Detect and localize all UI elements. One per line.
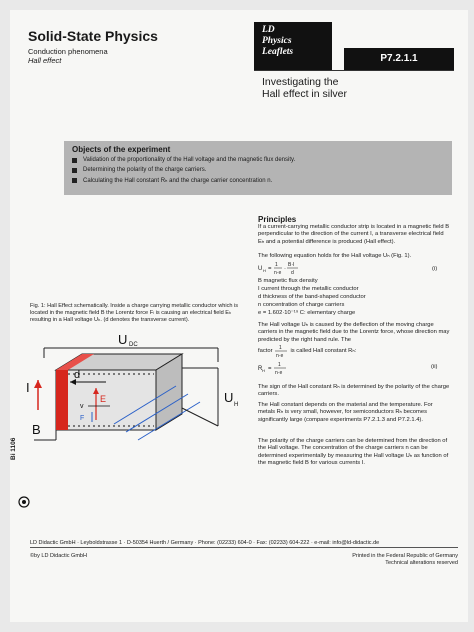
side-catalogue-code: Bi 1106 xyxy=(10,437,17,460)
svg-text:1: 1 xyxy=(278,345,282,351)
principles-para5: The Hall constant depends on the material and the temperature. For metals Rₕ is very small, however, for semiconductors Rₕ becomes significantly large (compare experiments P7.2.1.3 and P7.2.1.4). xyxy=(258,402,433,423)
ld-logo-line3: Leaflets xyxy=(262,47,294,57)
svg-text:H: H xyxy=(263,268,266,273)
page-title: Solid-State Physics xyxy=(28,28,158,44)
factor-text: factor xyxy=(258,348,273,354)
svg-text:U: U xyxy=(258,266,263,272)
label-d: d xyxy=(74,369,81,381)
principles-para3: The Hall voltage Uₕ is caused by the deflection of the moving charge carriers in the magnetic field due to the Lorentz force, whose direction may predicted by the right hand rule. The xyxy=(258,322,450,343)
factor-fraction-graphic xyxy=(273,344,291,358)
footer-technical: Technical alterations reserved xyxy=(385,560,458,566)
leaflet-page xyxy=(10,10,468,622)
svg-text:n·e: n·e xyxy=(275,353,283,358)
principles-heading: Principles xyxy=(258,215,297,224)
footer-address: LD Didactic GmbH · Leyboldstrasse 1 · D-50354 Huerth / Germany · Phone: (02233) 604-0 · Fax: (02233) 604-222 · e-mail: info@ld-didactic.de xyxy=(30,540,380,546)
bullet-icon xyxy=(72,178,77,183)
principles-para4: The sign of the Hall constant Rₕ is determined by the polarity of the charge carriers. xyxy=(258,384,450,398)
svg-text:1: 1 xyxy=(278,362,281,368)
hall-constant-equation xyxy=(258,360,298,378)
leaflet-code: P7.2.1.1 xyxy=(344,48,454,70)
variable-d: d thickness of the band-shaped conductor xyxy=(258,294,366,300)
label-i: I xyxy=(26,380,30,395)
main-title-line1: Investigating the xyxy=(262,76,339,88)
label-e: E xyxy=(100,394,107,404)
footer-divider xyxy=(30,547,458,548)
variable-i: I current through the metallic conductor xyxy=(258,286,359,292)
variable-b: B magnetic flux density xyxy=(258,278,318,284)
label-uh: U xyxy=(224,390,234,405)
svg-text:·: · xyxy=(284,266,286,272)
svg-text:d: d xyxy=(291,270,294,276)
objects-item-text: Validation of the proportionality of the Hall voltage and the magnetic flux density. xyxy=(83,157,296,163)
equation-uh-graphic xyxy=(258,260,338,276)
objects-item xyxy=(72,177,272,184)
figure-caption: Fig. 1: Hall Effect schematically. Inside a charge carrying metallic conductor which is located in the magnetic field B the Lorentz force Fₗ is causing an electrical field Eₕ resulting in a Hall voltage Uₕ. (d denotes the transverse current). xyxy=(30,303,239,323)
equation-number-2: (ii) xyxy=(431,364,438,370)
label-f: F xyxy=(80,415,85,422)
svg-text:1: 1 xyxy=(275,262,278,268)
factor-tail: is called Hall constant Rₕ: xyxy=(290,348,357,354)
label-udc-sub: DC xyxy=(129,342,138,348)
bullet-icon xyxy=(72,158,77,163)
subtitle-topic: Conduction phenomena xyxy=(28,47,108,56)
svg-text:n·e: n·e xyxy=(275,370,283,376)
equation-rh-graphic xyxy=(258,360,298,376)
factor-line xyxy=(258,344,356,358)
principles-para6: The polarity of the charge carriers can be determined from the direction of the Hall voltage. The concentration of the charge carriers n can be determined experimentally by measuring the Hall voltage Uₕ as function of the magnetic field B for various currents I. xyxy=(258,438,449,467)
objects-heading: Objects of the experiment xyxy=(72,145,171,154)
label-udc: U xyxy=(118,332,128,347)
svg-text:n·e: n·e xyxy=(274,270,282,276)
main-title xyxy=(262,76,452,100)
hall-voltage-equation xyxy=(258,260,338,278)
svg-text:R: R xyxy=(258,366,263,372)
objects-item-text: Determining the polarity of the charge carriers. xyxy=(83,167,207,173)
footer-printed: Printed in the Federal Republic of Germany xyxy=(352,553,458,559)
main-title-line2: Hall effect in silver xyxy=(262,88,348,100)
label-b: B xyxy=(32,422,41,437)
bullet-icon xyxy=(72,168,77,173)
left-electrode xyxy=(56,370,68,430)
objects-item-text: Calculating the Hall constant Rₕ and the charge carrier concentration n. xyxy=(83,178,273,184)
variable-e: e = 1.602·10⁻¹⁹ C: elementary charge xyxy=(258,310,356,316)
ld-logo-box xyxy=(254,22,332,70)
principles-para1: If a current-carrying metallic conductor strip is located in a magnetic field B perpendicular to the direction of the current I, a transverse electrical field Eₕ and a potential difference is produced (Hall effect). xyxy=(258,224,450,245)
footer-copyright: ©by LD Didactic GmbH xyxy=(30,553,87,559)
ld-logo-line2: Physics xyxy=(262,36,292,46)
hall-effect-diagram xyxy=(26,328,246,446)
svg-text:H: H xyxy=(262,368,265,373)
principles-para2: The following equation holds for the Hall voltage Uₕ (Fig. 1). xyxy=(258,253,412,259)
label-uh-sub: H xyxy=(234,402,239,408)
svg-text:B·I: B·I xyxy=(288,262,295,268)
equation-number-1: (i) xyxy=(432,266,438,272)
objects-item xyxy=(72,157,295,163)
ld-logo-line1: LD xyxy=(262,25,275,35)
ld-seal-icon xyxy=(18,496,30,508)
svg-text:=: = xyxy=(268,266,272,272)
variable-n: n concentration of charge carriers xyxy=(258,302,345,308)
header-divider xyxy=(254,70,454,71)
footer-right xyxy=(338,553,458,567)
objects-item xyxy=(72,167,206,173)
label-v: v xyxy=(80,403,84,410)
subtitle-subtopic: Hall effect xyxy=(28,56,62,65)
svg-text:=: = xyxy=(268,366,272,372)
